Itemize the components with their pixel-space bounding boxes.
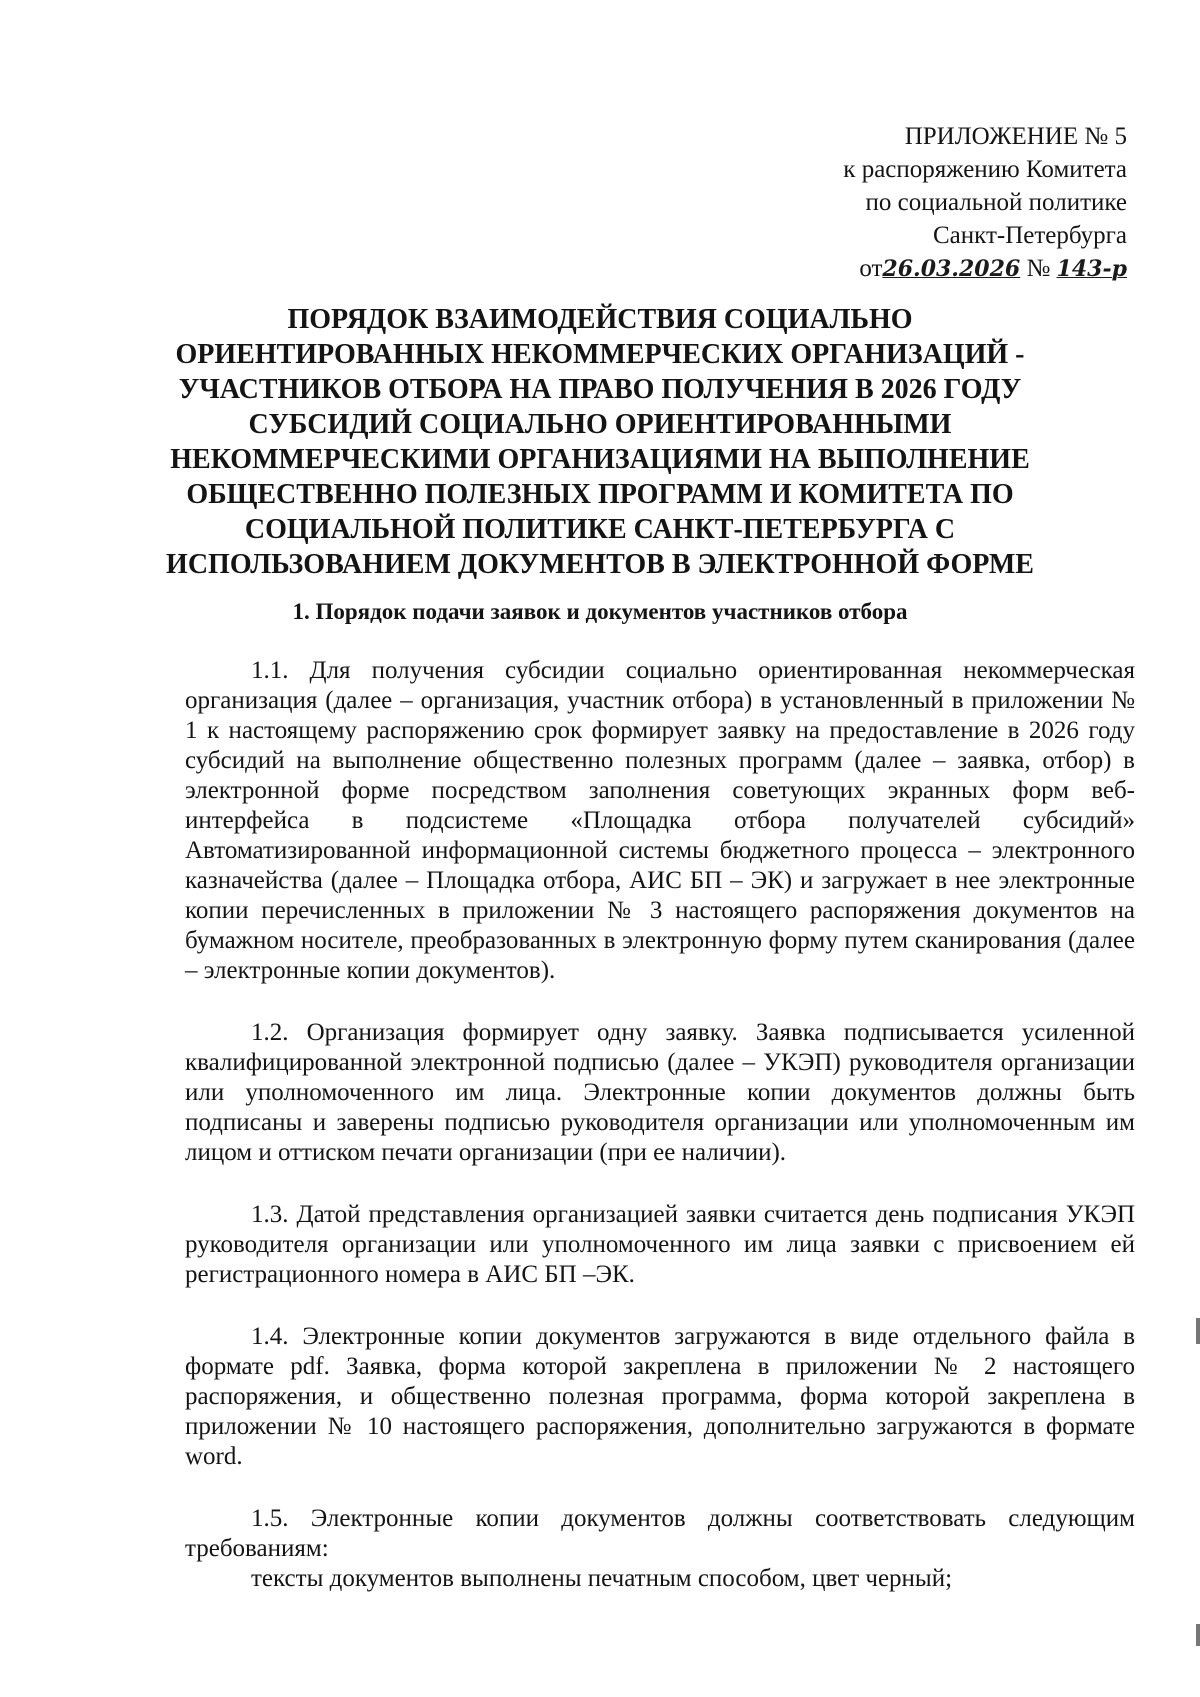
paragraph-1-3: 1.3. Датой представления организацией заявки считается день подписания УКЭП руководителя организации или уполномоченного им лица заявки с присвоением ей регистрационного номера в АИС БП –ЭК. <box>185 1201 1135 1288</box>
paragraph-1-1: 1.1. Для получения субсидии социально ориентированная некоммерческая организация (далее – организация, участник отбора) в установленный в приложении № 1 к настоящему распоряжению срок формирует заявку на предоставление в 2026 году субсидий на выполнение общественно полезных программ (далее – заявка, отбор) в электронной форме посредством заполнения советующих экранных форм веб-интерфейса в подсистеме «Площадка отбора получателей субсидий» Автоматизированной информационной системы бюджетного процесса – электронного казначейства (далее – Площадка отбора, АИС БП – ЭК) и загружает в нее электронные копии перечисленных в приложении № 3 настоящего распоряжения документов на бумажном носителе, преобразованных в электронную форму путем сканирования (далее – электронные копии документов). <box>185 657 1135 984</box>
scan-edge-mark <box>1196 1624 1200 1646</box>
section-heading: 1. Порядок подачи заявок и документов участников отбора <box>292 599 908 624</box>
handwritten-date: 26.03.2026 <box>882 256 1021 282</box>
annex-block <box>843 120 1127 286</box>
annex-title: ПРИЛОЖЕНИЕ № 5 <box>904 123 1127 150</box>
date-prefix: от <box>859 255 883 282</box>
paragraph-1-5-item: тексты документов выполнены печатным способом, цвет черный; <box>251 1565 953 1592</box>
annex-line-2: к распоряжению Комитета <box>843 156 1127 183</box>
number-prefix: № <box>1026 255 1051 282</box>
paragraph-1-5: 1.5. Электронные копии документов должны соответствовать следующим требованиям: <box>185 1505 1135 1562</box>
annex-date-line <box>843 252 1127 286</box>
section-body <box>185 656 1135 1594</box>
scan-edge-mark <box>1196 1318 1200 1344</box>
handwritten-number: 143-р <box>1056 256 1127 282</box>
annex-line-3: по социальной политике <box>865 189 1127 216</box>
document-title: ПОРЯДОК ВЗАИМОДЕЙСТВИЯ СОЦИАЛЬНО ОРИЕНТИРОВАННЫХ НЕКОММЕРЧЕСКИХ ОРГАНИЗАЦИЙ - УЧАСТНИКОВ ОТБОРА НА ПРАВО ПОЛУЧЕНИЯ В 2026 ГОДУ СУБСИДИЙ СОЦИАЛЬНО ОРИЕНТИРОВАННЫМИ НЕКОММЕРЧЕСКИМИ ОРГАНИЗАЦИЯМИ НА ВЫПОЛНЕНИЕ ОБЩЕСТВЕННО ПОЛЕЗНЫХ ПРОГРАММ И КОМИТЕТА ПО СОЦИАЛЬНОЙ ПОЛИТИКЕ САНКТ-ПЕТЕРБУРГА С ИСПОЛЬЗОВАНИЕМ ДОКУМЕНТОВ В ЭЛЕКТРОННОЙ ФОРМЕ <box>166 304 1034 580</box>
annex-line-4: Санкт-Петербурга <box>932 222 1127 249</box>
paragraph-1-4: 1.4. Электронные копии документов загружаются в виде отдельного файла в формате pdf. Заявка, форма которой закреплена в приложении № 2 настоящего распоряжения, и общественно полезная программа, форма которой закреплена в приложении № 10 настоящего распоряжения, дополнительно загружаются в формате word. <box>185 1323 1135 1470</box>
paragraph-1-2: 1.2. Организация формирует одну заявку. Заявка подписывается усиленной квалифицированной электронной подписью (далее – УКЭП) руководителя организации или уполномоченного им лица. Электронные копии документов должны быть подписаны и заверены подписью руководителя организации или уполномоченным им лицом и оттиском печати организации (при ее наличии). <box>185 1019 1135 1166</box>
